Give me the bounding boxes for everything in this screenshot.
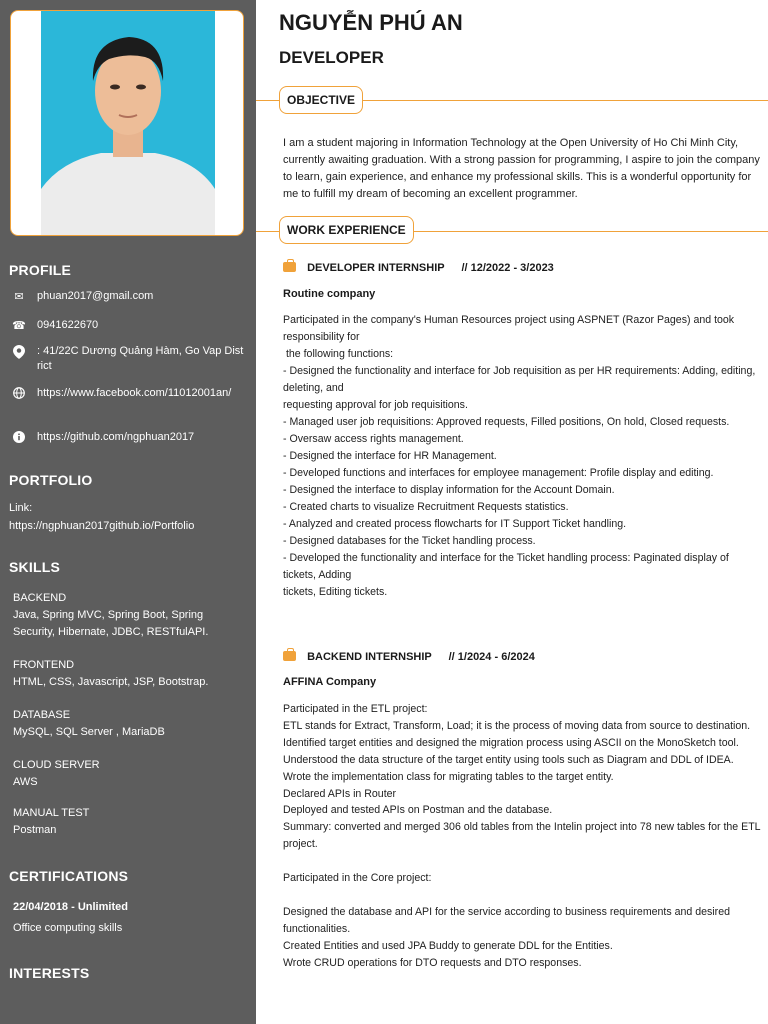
contact-address: : 41/22C Dương Quảng Hàm, Go Vap District	[12, 344, 244, 374]
job-line: tickets, Editing tickets.	[283, 586, 388, 598]
job-description	[283, 701, 761, 972]
job-title: BACKEND INTERNSHIP	[307, 651, 432, 663]
profile-photo	[41, 11, 215, 236]
job-line: - Created charts to visualize Recruitment Requests statistics.	[283, 501, 569, 513]
job-line: Deployed and tested APIs on Postman and the database.	[283, 804, 553, 817]
briefcase-icon	[283, 651, 296, 661]
person-name: NGUYỄN PHÚ AN	[279, 10, 463, 35]
job-line	[283, 853, 761, 870]
skill-name: FRONTEND	[13, 659, 75, 671]
skill-value: AWS	[13, 776, 38, 788]
interests-title: INTERESTS	[9, 965, 90, 981]
globe-icon	[12, 387, 26, 401]
phone-icon: ☎	[12, 320, 26, 332]
job-period: // 1/2024 - 6/2024	[448, 651, 535, 663]
job-line: Participated in the company's Human Resources project using ASPNET (Razor Pages) and took responsibility for	[283, 314, 735, 343]
job-line: - Designed the interface to display information for the Account Domain.	[283, 484, 615, 496]
profile-photo-frame	[10, 10, 244, 236]
job-line: Wrote the implementation class for migrating tables to the target entity.	[283, 770, 614, 783]
mail-icon: ✉	[14, 291, 24, 303]
skills-title: SKILLS	[9, 559, 60, 575]
contact-github[interactable]: https://github.com/ngphuan2017	[12, 430, 244, 445]
skill-value: Java, Spring MVC, Spring Boot, Spring Security, Hibernate, JDBC, RESTfulAPI.	[13, 609, 209, 638]
portfolio-title: PORTFOLIO	[9, 472, 93, 488]
portfolio-label: Link:	[9, 502, 33, 514]
skill-value: Postman	[13, 824, 57, 836]
job-line: Declared APIs in Router	[283, 787, 397, 800]
skill-name: CLOUD SERVER	[13, 759, 100, 771]
job-line	[283, 887, 761, 904]
info-icon	[12, 431, 26, 445]
job-line: - Developed functions and interfaces for employee management: Profile display and editing.	[283, 467, 714, 479]
cert-date: 22/04/2018 - Unlimited	[13, 901, 128, 913]
objective-title: OBJECTIVE	[279, 86, 363, 114]
job-line: - Designed the interface for HR Management.	[283, 450, 497, 462]
company-name: Routine company	[283, 288, 376, 300]
contact-email[interactable]: ✉ phuan2017@gmail.com	[12, 289, 244, 304]
skill-name: DATABASE	[13, 709, 71, 721]
job-period: // 12/2022 - 3/2023	[461, 262, 554, 274]
job-line: Created Entities and used JPA Buddy to generate DDL for the Entities.	[283, 939, 613, 952]
objective-text: I am a student majoring in Information Technology at the Open University of Ho Chi Minh City, currently awaiting graduation. With a strong passion for programming, I aspire to join the company to learn, gain experience, and enhance my professional skills. This is a wonderful opportunity for me to fulfill my dream of becoming an excellent programmer.	[283, 137, 760, 200]
skill-cloud-server	[13, 757, 245, 791]
skill-manual-test	[13, 805, 245, 839]
job-header	[283, 651, 761, 663]
job-line: - Analyzed and created process flowcharts for IT Support Ticket handling.	[283, 518, 627, 530]
skill-value: MySQL, SQL Server , MariaDB	[13, 726, 165, 738]
portfolio-link[interactable]: https://ngphuan2017github.io/Portfolio	[9, 520, 195, 532]
skill-backend	[13, 590, 245, 641]
job-line: Understood the data structure of the target entity using tools such as Diagram and DDL of IDEA.	[283, 753, 734, 766]
main-content	[256, 0, 768, 1024]
job-title: DEVELOPER INTERNSHIP	[307, 262, 445, 274]
skill-value: HTML, CSS, Javascript, JSP, Bootstrap.	[13, 676, 209, 688]
job-line: - Managed user job requisitions: Approved requests, Filled positions, On hold, Closed requests.	[283, 416, 730, 428]
skill-frontend	[13, 657, 245, 691]
job-header	[283, 262, 761, 274]
job-line: requesting approval for job requisitions.	[283, 399, 468, 411]
job-line: - Designed the functionality and interface for Job requisition as per HR requirements: Adding, editing, deleting, and	[283, 365, 756, 394]
skill-name: MANUAL TEST	[13, 807, 90, 819]
work-experience-title: WORK EXPERIENCE	[279, 216, 414, 244]
briefcase-icon	[283, 262, 296, 272]
job-line: Identified target entities and designed the migration process using ASCII on the MonoSketch tool.	[283, 736, 739, 749]
job-line: Designed the database and API for the service according to business requirements and desired functionalities.	[283, 906, 730, 935]
cert-name: Office computing skills	[13, 922, 123, 934]
job-line: - Developed the functionality and interface for the Ticket handling process: Paginated display of tickets, Adding	[283, 552, 729, 581]
skill-database	[13, 707, 245, 741]
contact-facebook[interactable]: https://www.facebook.com/11012001an/	[12, 386, 244, 401]
skill-name: BACKEND	[13, 592, 67, 604]
job-line: - Oversaw access rights management.	[283, 433, 464, 445]
job-line: Wrote CRUD operations for DTO requests and DTO responses.	[283, 956, 582, 969]
contact-phone[interactable]: ☎ 0941622670	[12, 319, 99, 332]
company-name: AFFINA Company	[283, 676, 377, 688]
sidebar	[0, 0, 256, 1024]
job-line: - Designed databases for the Ticket handling process.	[283, 535, 536, 547]
job-line: ETL stands for Extract, Transform, Load; it is the process of moving data from source to destination.	[283, 719, 751, 732]
job-line: the following functions:	[283, 348, 394, 360]
profile-title: PROFILE	[9, 262, 72, 278]
job-line: Summary: converted and merged 306 old tables from the Intelin project into 78 new tables for the ETL project.	[283, 821, 761, 851]
certifications-title: CERTIFICATIONS	[9, 868, 129, 884]
job-line: Participated in the Core project:	[283, 872, 432, 885]
person-role: DEVELOPER	[279, 48, 384, 67]
job-line: Participated in the ETL project:	[283, 703, 428, 715]
job-description	[283, 312, 761, 601]
location-pin-icon	[12, 345, 26, 359]
